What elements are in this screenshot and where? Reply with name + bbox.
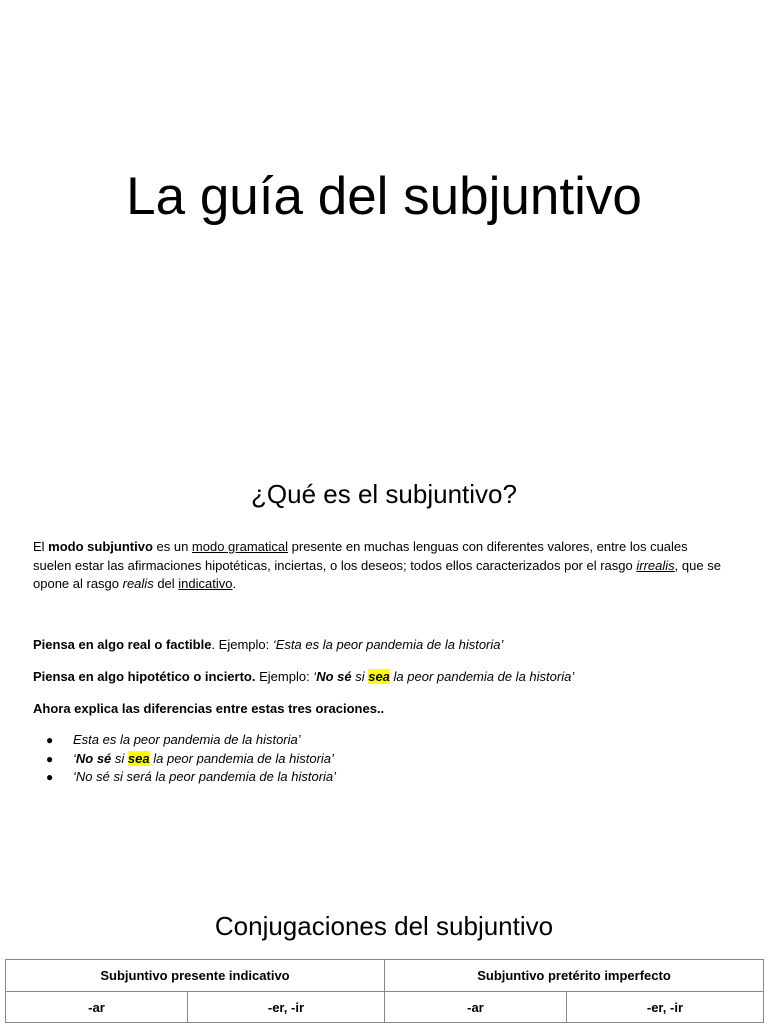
intro-text: El bbox=[33, 539, 49, 554]
list-item bbox=[33, 750, 336, 769]
real-example: ‘Esta es la peor pandemia de la historia’ bbox=[272, 637, 504, 652]
hypothetical-label: Piensa en algo hipotético o incierto. bbox=[33, 669, 256, 684]
sentence-3: ‘No sé si será la peor pandemia de la historia’ bbox=[73, 769, 337, 784]
sentence-2-si: si bbox=[111, 750, 128, 766]
intro-text: es un bbox=[152, 539, 192, 554]
intro-text: . bbox=[232, 576, 237, 591]
real-example-line bbox=[33, 636, 723, 655]
intro-paragraph bbox=[33, 538, 723, 594]
highlighted-sea: sea bbox=[368, 669, 390, 684]
hypothetical-example-line bbox=[33, 668, 723, 687]
sentence-2-rest: la peor pandemia de la historia’ bbox=[149, 750, 334, 766]
link-modo-gramatical[interactable]: modo gramatical bbox=[191, 539, 289, 554]
subheader-er-ir-presente: -er, -ir bbox=[187, 992, 384, 1023]
intro-text: , que se opone al rasgo bbox=[33, 557, 721, 591]
header-presente: Subjuntivo presente indicativo bbox=[6, 960, 385, 992]
subheader-ar-imperfecto: -ar bbox=[384, 992, 566, 1023]
list-item bbox=[33, 731, 336, 750]
highlighted-sea: sea bbox=[127, 750, 150, 766]
quote-mark: ‘ bbox=[313, 669, 317, 684]
header-imperfecto: Subjuntivo pretérito imperfecto bbox=[384, 960, 763, 992]
link-indicativo[interactable]: indicativo bbox=[178, 576, 233, 591]
list-item bbox=[33, 768, 336, 787]
section-heading-que-es: ¿Qué es el subjuntivo? bbox=[251, 479, 517, 509]
subheader-er-ir-imperfecto: -er, -ir bbox=[566, 992, 763, 1023]
intro-text: del bbox=[153, 576, 179, 591]
section-heading-conjugaciones: Conjugaciones del subjuntivo bbox=[214, 911, 554, 941]
bullet-icon: ● bbox=[46, 751, 54, 766]
hypothetical-text: Ejemplo: bbox=[255, 669, 314, 684]
conjugation-table bbox=[5, 959, 764, 1023]
bullet-icon: ● bbox=[46, 770, 54, 784]
table-subheader-row bbox=[6, 992, 764, 1023]
quote-mark: ‘ bbox=[73, 750, 76, 766]
sentence-1: Esta es la peor pandemia de la historia’ bbox=[73, 732, 301, 747]
hypothetical-si: si bbox=[351, 669, 369, 684]
bullet-icon: ● bbox=[46, 733, 54, 747]
sentence-2-no-se: No sé bbox=[75, 750, 112, 766]
real-label: Piensa en algo real o factible bbox=[33, 637, 212, 652]
real-text: . Ejemplo: bbox=[211, 637, 273, 652]
hypothetical-rest: la peor pandemia de la historia’ bbox=[389, 669, 575, 684]
link-irrealis[interactable]: irrealis bbox=[636, 557, 675, 573]
document-title: La guía del subjuntivo bbox=[126, 167, 642, 226]
hypothetical-no-se: No sé bbox=[316, 669, 352, 684]
instructions-prompt: Ahora explica las diferencias entre estas tres oraciones.. bbox=[33, 701, 385, 716]
table-header-row bbox=[6, 960, 764, 992]
intro-text: presente en muchas lenguas con diferentes valores, entre los cuales suelen estar las afirmaciones hipotéticas, inciertas, o los deseos; todos ellos caracterizados por el rasgo bbox=[33, 539, 688, 573]
intro-bold-term: modo subjuntivo bbox=[48, 539, 153, 554]
subheader-ar-presente: -ar bbox=[6, 992, 188, 1023]
intro-italic-term: realis bbox=[122, 576, 154, 591]
example-sentences-list bbox=[33, 731, 336, 787]
